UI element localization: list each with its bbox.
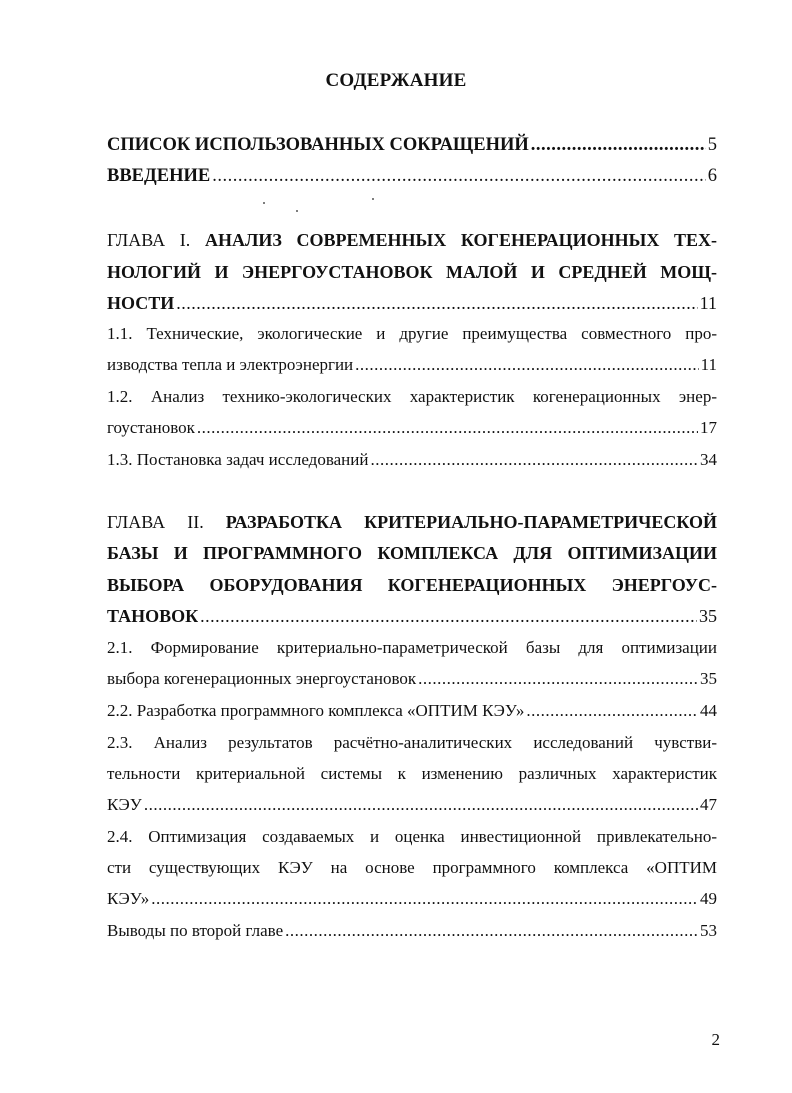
chapter-title: АНАЛИЗ СОВРЕМЕННЫХ КОГЕНЕРАЦИОННЫХ ТЕХ- [204,230,718,250]
toc-section-2-4-line2: сти существующих КЭУ на основе программного комплекса «ОПТИМ [107,858,717,877]
toc-section-1-2-line2[interactable] [107,418,717,448]
toc-chapter2-line4[interactable] [107,606,717,636]
toc-page-number: 11 [700,355,717,374]
leader-dots [285,921,698,941]
leader-dots [144,795,698,815]
toc-entry-abbreviations[interactable] [107,135,717,165]
toc-entry-label: КЭУ» [107,889,150,908]
toc-section-1-1-line2[interactable] [107,355,717,385]
toc-page-number: 6 [707,166,717,186]
toc-section-2-1-line1[interactable]: 2.1. Формирование критериально-параметрической базы для оптимизации [107,638,717,657]
toc-page-number: 47 [700,795,717,814]
scan-speck [372,198,374,200]
leader-dots [526,701,698,721]
toc-section-1-3[interactable] [107,450,717,480]
toc-page-number: 44 [700,701,717,720]
toc-entry-label: Выводы по второй главе [107,921,284,940]
toc-page-number: 34 [700,450,717,469]
toc-section-2-3-line2: тельности критериальной системы к изменению различных характеристик [107,764,717,783]
toc-page-number: 11 [699,293,717,313]
chapter-title: РАЗРАБОТКА КРИТЕРИАЛЬНО-ПАРАМЕТРИЧЕСКОЙ [225,512,717,532]
leader-dots [151,889,698,909]
toc-chapter2-line3: ВЫБОРА ОБОРУДОВАНИЯ КОГЕНЕРАЦИОННЫХ ЭНЕРГОУС- [107,575,717,595]
scan-speck [263,202,265,204]
toc-entry-label: выбора когенерационных энергоустановок [107,669,417,688]
leader-dots [200,606,697,627]
toc-chapter2-line1[interactable] [107,512,717,542]
toc-page-number: 35 [699,606,717,626]
toc-section-1-2-line1[interactable]: 1.2. Анализ технико-экологических характеристик когенерационных энер- [107,387,717,406]
toc-entry-label: СПИСОК ИСПОЛЬЗОВАННЫХ СОКРАЩЕНИЙ [107,135,529,155]
toc-entry-label: гоустановок [107,418,195,437]
toc-page-number: 49 [700,889,717,908]
chapter-title-end: НОСТИ [107,293,175,313]
leader-dots [176,293,697,314]
scan-speck [296,210,298,212]
toc-section-2-3-line1[interactable]: 2.3. Анализ результатов расчётно-аналитических исследований чувстви- [107,733,717,752]
toc-entry-label: 1.3. Постановка задач исследований [107,450,369,469]
toc-section-2-1-line2[interactable] [107,669,717,699]
toc-chapter2-line2: БАЗЫ И ПРОГРАММНОГО КОМПЛЕКСА ДЛЯ ОПТИМИЗАЦИИ [107,543,717,563]
leader-dots [212,166,706,187]
toc-section-2-4-line1[interactable]: 2.4. Оптимизация создаваемых и оценка инвестиционной привлекательно- [107,827,717,846]
toc-chapter1-line2: НОЛОГИЙ И ЭНЕРГОУСТАНОВОК МАЛОЙ И СРЕДНЕЙ МОЩ- [107,262,717,282]
leader-dots [197,418,698,438]
chapter-prefix: ГЛАВА I. [107,230,191,250]
toc-section-2-2[interactable] [107,701,717,731]
toc-entry-label: изводства тепла и электроэнергии [107,355,354,374]
leader-dots [531,135,706,156]
chapter-prefix: ГЛАВА II. [107,512,204,532]
toc-entry-introduction[interactable] [107,166,717,196]
toc-section-1-1-line1[interactable]: 1.1. Технические, экологические и другие преимущества совместного про- [107,324,717,343]
toc-entry-label: 2.2. Разработка программного комплекса «ОПТИМ КЭУ» [107,701,525,720]
chapter-title-end: ТАНОВОК [107,606,199,626]
leader-dots [418,669,698,689]
page-number: 2 [711,1030,720,1049]
toc-entry-label: ВВЕДЕНИЕ [107,166,211,186]
toc-conclusions[interactable] [107,921,717,951]
toc-page-number: 35 [700,669,717,688]
page-title: СОДЕРЖАНИЕ [325,70,467,91]
leader-dots [370,450,698,470]
toc-chapter1-line3[interactable] [107,293,717,323]
toc-page-number: 53 [700,921,717,940]
toc-entry-label: КЭУ [107,795,142,814]
toc-page-number: 17 [700,418,717,437]
toc-section-2-3-line3[interactable] [107,795,717,825]
toc-page-number: 5 [707,135,717,155]
toc-chapter1-line1[interactable] [107,230,717,260]
leader-dots [355,355,698,375]
toc-section-2-4-line3[interactable] [107,889,717,919]
